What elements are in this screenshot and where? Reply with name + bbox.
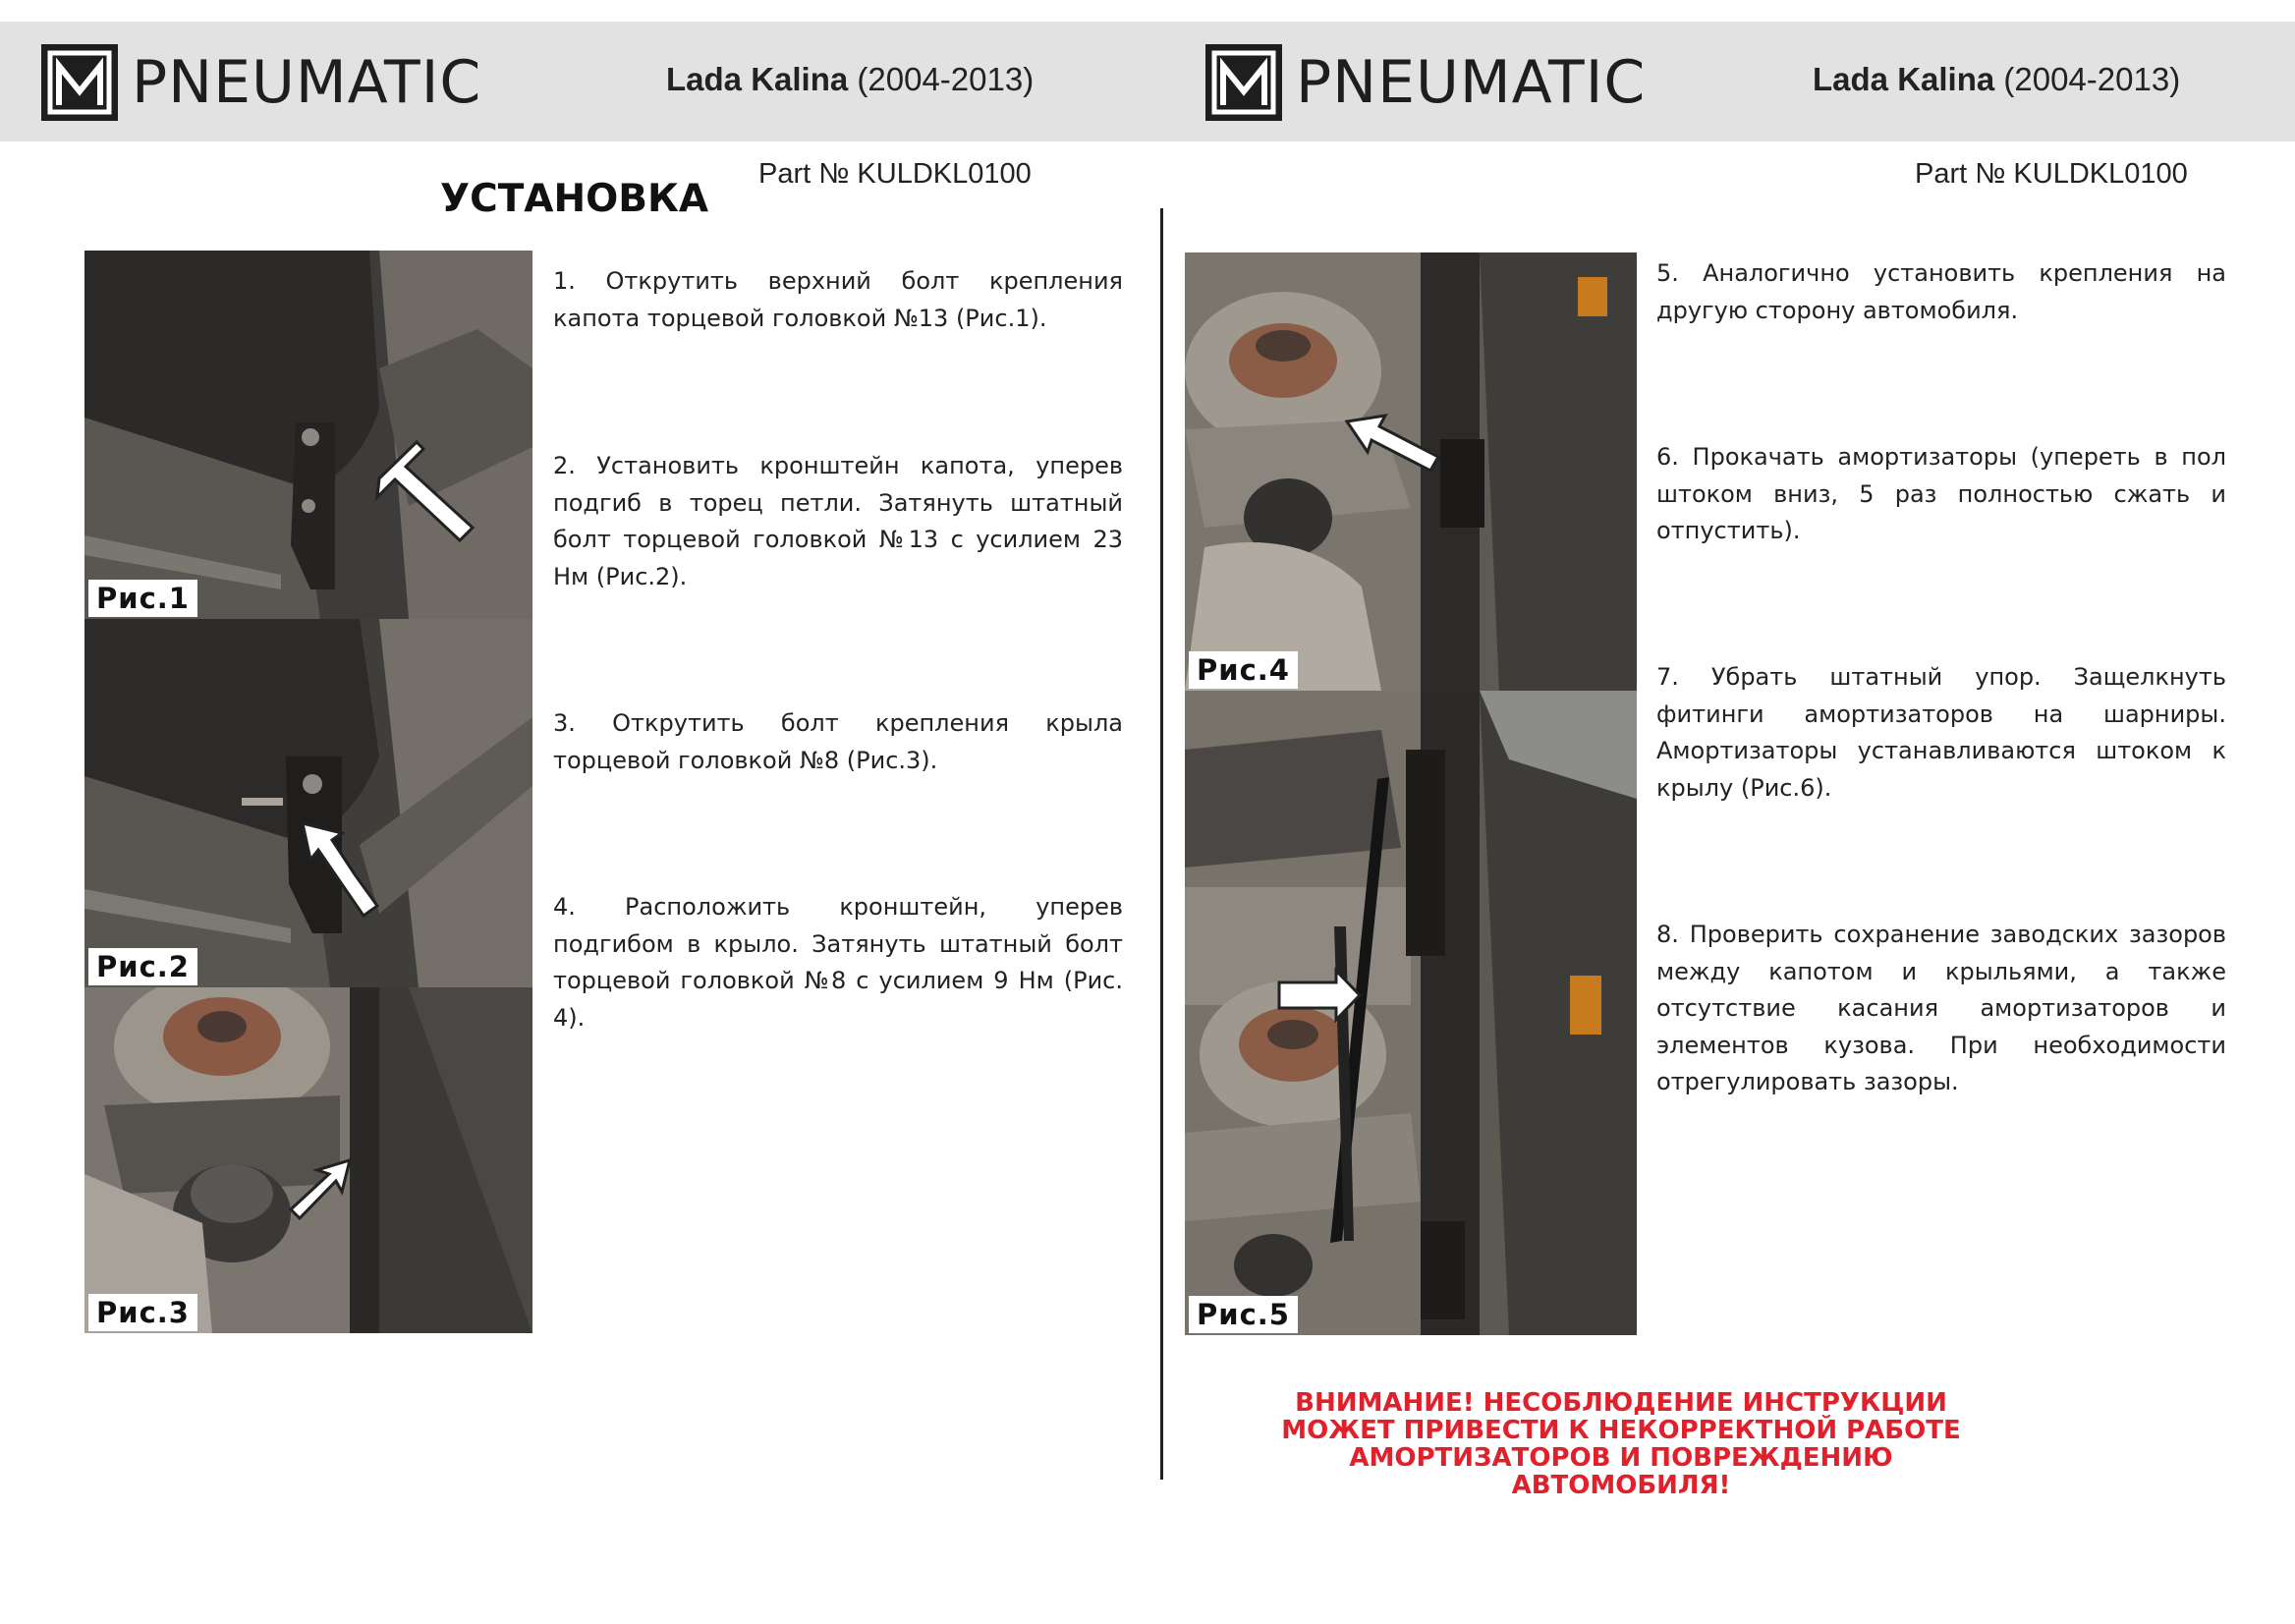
vehicle-model: Lada Kalina [1813, 61, 1995, 97]
figure-1-label: Рис.1 [88, 580, 197, 617]
section-title: УСТАНОВКА [440, 177, 709, 221]
vehicle-model: Lada Kalina [666, 61, 849, 97]
part-number-right: Part № KULDKL0100 [1915, 158, 2188, 190]
figure-3-label: Рис.3 [88, 1294, 197, 1331]
figure-2-photo [84, 619, 532, 987]
brand-logo-left [41, 43, 481, 122]
figure-5-photo [1185, 691, 1637, 1335]
pneumatic-logo-icon [1205, 44, 1282, 121]
step-7-text: 7. Убрать штатный упор. Защелкнуть фитинги амортизаторов на шарниры. Амортизаторы устанавливаются штоком к крылу (Рис.6). [1656, 663, 2226, 802]
figure-4-photo [1185, 252, 1637, 691]
step-4-text: 4. Расположить кронштейн, уперев подгибом в крыло. Затянуть штатный болт торцевой головкой №8 с усилием 9 Нм (Рис. 4). [553, 893, 1123, 1032]
part-number-left: Part № KULDKL0100 [758, 158, 1032, 190]
figure-3-photo [84, 987, 532, 1333]
brand-name: PNEUMATIC [132, 48, 482, 117]
step-2-text: 2. Установить кронштейн капота, уперев подгиб в торец петли. Затянуть штатный болт торцевой головкой №13 с усилием 23 Нм (Рис.2). [553, 452, 1123, 590]
step-5-text: 5. Аналогично установить крепления на другую сторону автомобиля. [1656, 259, 2226, 324]
brand-name: PNEUMATIC [1296, 48, 1647, 117]
step-6-text: 6. Прокачать амортизаторы (упереть в пол штоком вниз, 5 раз полностью сжать и отпустить). [1656, 443, 2226, 544]
figure-2-label: Рис.2 [88, 948, 197, 985]
step-1-text: 1. Открутить верхний болт крепления капота торцевой головкой №13 (Рис.1). [553, 267, 1123, 332]
warning-text: ВНИМАНИЕ! НЕСОБЛЮДЕНИЕ ИНСТРУКЦИИ МОЖЕТ ПРИВЕСТИ К НЕКОРРЕКТНОЙ РАБОТЕ АМОРТИЗАТОРОВ И ПОВРЕЖДЕНИЮ АВТОМОБИЛЯ! [1281, 1388, 1961, 1500]
vehicle-years: (2004-2013) [2003, 61, 2181, 97]
vehicle-title-right [1813, 61, 2180, 98]
vehicle-title-left [666, 61, 1034, 98]
vehicle-years: (2004-2013) [857, 61, 1035, 97]
page-divider [1160, 208, 1163, 1480]
step-8-text: 8. Проверить сохранение заводских зазоров между капотом и крыльями, а также отсутствие касания амортизаторов и элементов кузова. При необходимости отрегулировать зазоры. [1656, 921, 2226, 1095]
step-3-text: 3. Открутить болт крепления крыла торцевой головкой №8 (Рис.3). [553, 709, 1123, 774]
pneumatic-logo-icon [41, 44, 118, 121]
figure-4-label: Рис.4 [1189, 651, 1298, 689]
brand-logo-right [1205, 43, 1646, 122]
figure-5-label: Рис.5 [1189, 1296, 1298, 1333]
figure-1-photo [84, 251, 532, 619]
